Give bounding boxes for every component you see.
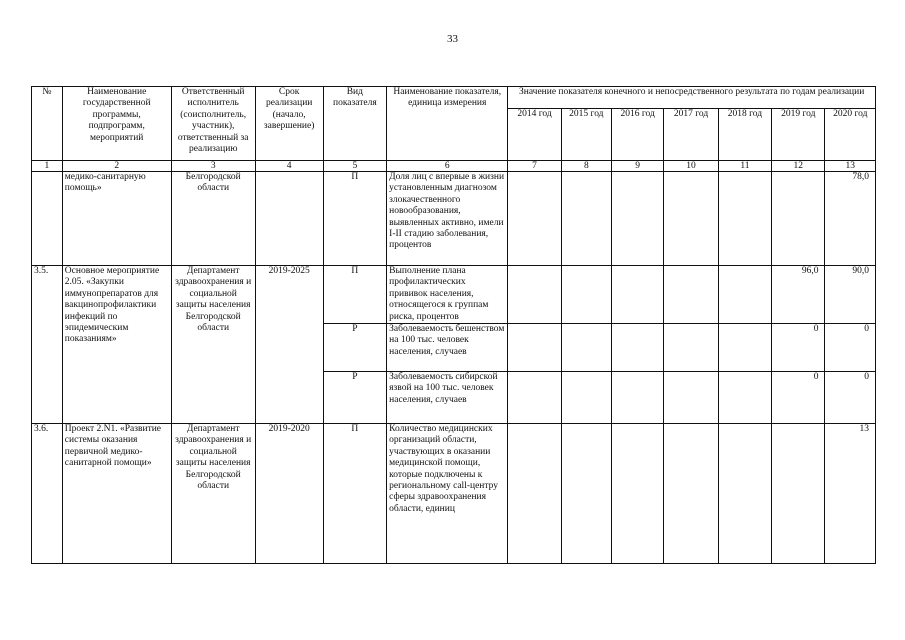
indicator-value <box>718 424 771 564</box>
table-row <box>32 266 876 324</box>
row-number: 3.6. <box>32 424 63 564</box>
indicator-value <box>561 424 611 564</box>
indicator-value: 0 <box>825 324 876 372</box>
header-no: № <box>32 87 63 161</box>
column-number: 13 <box>825 161 876 172</box>
implementation-term: 2019-2020 <box>255 424 323 564</box>
indicator-value <box>718 172 771 266</box>
header-year: 2019 год <box>772 109 825 161</box>
indicator-value <box>508 172 561 266</box>
indicator-value <box>772 172 825 266</box>
measure-name: Основное мероприятие 2.05. «Закупки иммунопрепаратов для вакцинопрофилактики инфекций по эпидемическим показаниям» <box>62 266 171 424</box>
indicator-value <box>561 324 611 372</box>
indicator-name: Заболеваемость бешенством на 100 тыс. человек населения, случаев <box>387 324 508 372</box>
column-number: 12 <box>772 161 825 172</box>
indicator-value <box>772 424 825 564</box>
indicator-value <box>611 372 663 424</box>
indicator-type: П <box>323 424 387 564</box>
column-number: 3 <box>171 161 255 172</box>
program-table <box>31 86 876 564</box>
indicator-value <box>718 324 771 372</box>
indicator-value <box>508 266 561 324</box>
indicator-type: Р <box>323 372 387 424</box>
indicator-value <box>664 266 718 324</box>
responsible-executor: Департамент здравоохранения и социальной защиты населения Белгородской области <box>171 266 255 424</box>
column-number-row <box>32 161 876 172</box>
indicator-value: 0 <box>772 372 825 424</box>
indicator-value: 96,0 <box>772 266 825 324</box>
header-year: 2020 год <box>825 109 876 161</box>
table-row <box>32 172 876 266</box>
header-year: 2018 год <box>718 109 771 161</box>
header-type: Вид показателя <box>323 87 387 161</box>
indicator-value <box>508 424 561 564</box>
indicator-value <box>561 172 611 266</box>
header-year: 2017 год <box>664 109 718 161</box>
column-number: 4 <box>255 161 323 172</box>
header-values-group: Значение показателя конечного и непосредственного результата по годам реализации <box>508 87 876 109</box>
indicator-value <box>611 324 663 372</box>
column-number: 8 <box>561 161 611 172</box>
header-year: 2014 год <box>508 109 561 161</box>
column-number: 1 <box>32 161 63 172</box>
indicator-value <box>561 372 611 424</box>
column-number: 2 <box>62 161 171 172</box>
indicator-value <box>611 266 663 324</box>
indicator-name: Доля лиц с впервые в жизни установленным диагнозом злокачественного новообразования, выявленных активно, имели I-II стадию заболевания, процентов <box>387 172 508 266</box>
header-year: 2016 год <box>611 109 663 161</box>
measure-name: медико-санитарную помощь» <box>62 172 171 266</box>
column-number: 11 <box>718 161 771 172</box>
indicator-value <box>611 424 663 564</box>
indicator-value <box>664 372 718 424</box>
column-number: 10 <box>664 161 718 172</box>
indicator-value: 78,0 <box>825 172 876 266</box>
indicator-value: 90,0 <box>825 266 876 324</box>
indicator-type: П <box>323 172 387 266</box>
header-name: Наименование государственной программы, подпрограмм, мероприятий <box>62 87 171 161</box>
indicator-value <box>664 172 718 266</box>
indicator-name: Заболеваемость сибирской язвой на 100 тыс. человек населения, случаев <box>387 372 508 424</box>
indicator-type: Р <box>323 324 387 372</box>
implementation-term <box>255 172 323 266</box>
measure-name: Проект 2.N1. «Развитие системы оказания первичной медико-санитарной помощи» <box>62 424 171 564</box>
indicator-value <box>664 424 718 564</box>
row-number <box>32 172 63 266</box>
indicator-value <box>508 324 561 372</box>
indicator-value <box>718 266 771 324</box>
row-number: 3.5. <box>32 266 63 424</box>
column-number: 9 <box>611 161 663 172</box>
indicator-value: 13 <box>825 424 876 564</box>
header-indicator: Наименование показателя, единица измерения <box>387 87 508 161</box>
indicator-value <box>611 172 663 266</box>
indicator-value <box>718 372 771 424</box>
column-number: 6 <box>387 161 508 172</box>
indicator-name: Выполнение плана профилактических прививок населения, относящегося к группам риска, процентов <box>387 266 508 324</box>
page-number: 33 <box>447 33 458 45</box>
header-year: 2015 год <box>561 109 611 161</box>
indicator-name: Количество медицинских организаций области, участвующих в оказании медицинской помощи, которые подключены к региональному call-центру сферы здравоохранения области, единиц <box>387 424 508 564</box>
indicator-type: П <box>323 266 387 324</box>
indicator-value: 0 <box>772 324 825 372</box>
indicator-value: 0 <box>825 372 876 424</box>
table-row <box>32 424 876 564</box>
responsible-executor: Департамент здравоохранения и социальной защиты населения Белгородской области <box>171 424 255 564</box>
header-responsible: Ответственный исполнитель (соисполнитель, участник), ответственный за реализацию <box>171 87 255 161</box>
responsible-executor: Белгородской области <box>171 172 255 266</box>
header-term: Срок реализации (начало, завершение) <box>255 87 323 161</box>
implementation-term: 2019-2025 <box>255 266 323 424</box>
column-number: 5 <box>323 161 387 172</box>
column-number: 7 <box>508 161 561 172</box>
indicator-value <box>508 372 561 424</box>
indicator-value <box>664 324 718 372</box>
indicator-value <box>561 266 611 324</box>
